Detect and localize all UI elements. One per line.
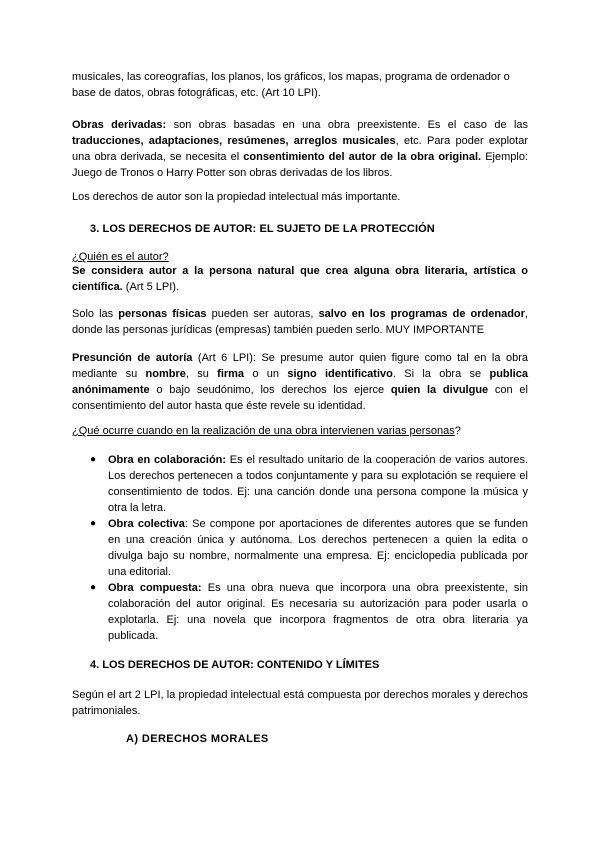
bold-text: salvo en los programas de ordenador bbox=[318, 308, 525, 320]
text: , donde las personas jurídicas (empresas) también pueden serlo. MUY IMPORTANTE bbox=[72, 308, 528, 336]
bold-text: signo identificativo bbox=[287, 368, 393, 380]
text: : Se compone por aportaciones de diferentes autores que se funden en una creación única y autónoma. Los derechos pertenecen a quien la edita o divulga bajo su nombre, normalmente una empresa. Ej: enciclopedia publicada por una editorial. bbox=[108, 518, 528, 578]
paragraph-ip-composition: Según el art 2 LPI, la propiedad intelectual está compuesta por derechos morales y derechos patrimoniales. bbox=[72, 689, 528, 717]
text: o un bbox=[244, 368, 288, 380]
text: Es el resultado unitario de la cooperación de varios autores. Los derechos pertenecen a todos conjuntamente y para su explotación se requiere el consentimiento de todos. Ej: una canción donde una persona compone la música y otra la letra. bbox=[108, 454, 529, 514]
text: o bajo seudónimo, los derechos los ejerce bbox=[149, 384, 391, 396]
text: (Art 5 LPI). bbox=[122, 281, 179, 293]
text: , su bbox=[185, 368, 218, 380]
paragraph-copyright-importance: Los derechos de autor son la propiedad intelectual más importante. bbox=[72, 191, 401, 203]
text: Solo las bbox=[72, 308, 119, 320]
bold-text: Obra en colaboración: bbox=[108, 454, 227, 466]
bullet-icon: ● bbox=[90, 454, 97, 465]
bold-text: Obras derivadas: bbox=[72, 119, 167, 131]
bullet-icon: ● bbox=[90, 582, 97, 593]
text: , etc. Para poder explotar una obra derivada, se necesita el bbox=[72, 135, 528, 163]
underlined-text: ¿Qué ocurre cuando en la realización de una obra intervienen varias personas bbox=[72, 425, 455, 437]
text: pueden ser autoras, bbox=[206, 308, 319, 320]
paragraph-derived-works bbox=[72, 117, 528, 181]
bold-text: Obra colectiva bbox=[108, 518, 185, 530]
question-who-is-author: ¿Quién es el autor? bbox=[72, 251, 169, 263]
paragraph-works-list bbox=[72, 69, 528, 101]
section-heading-4: 4. LOS DERECHOS DE AUTOR: CONTENIDO Y LÍMITES bbox=[90, 659, 380, 671]
text: son obras basadas en una obra preexistente. Es el caso de las bbox=[166, 119, 529, 131]
bullet-icon: ● bbox=[90, 518, 97, 529]
text: . Si la obra se bbox=[392, 368, 490, 380]
question-multiple-authors bbox=[72, 423, 528, 439]
subsection-heading-moral-rights: A) DERECHOS MORALES bbox=[126, 733, 269, 745]
text: ? bbox=[454, 425, 461, 437]
work-types-list bbox=[90, 452, 528, 644]
text: Ejemplo: Juego de Tronos o Harry Potter son obras derivadas de los libros. bbox=[72, 151, 528, 179]
list-item bbox=[90, 452, 528, 516]
text: (Art 6 LPI): Se presume autor quien figure como tal en la obra mediante su bbox=[72, 352, 528, 380]
paragraph-author-definition bbox=[72, 263, 528, 295]
bold-text: Presunción de autoría bbox=[72, 352, 193, 364]
line: musicales, las coreografías, los planos, los gráficos, los mapas, programa de ordenador o bbox=[72, 71, 510, 83]
bold-text: Obra compuesta: bbox=[108, 582, 202, 594]
paragraph-authorship-presumption bbox=[72, 350, 528, 414]
bold-text: traducciones, adaptaciones, resúmenes, arreglos musicales bbox=[72, 135, 396, 147]
text: con el consentimiento del autor hasta que éste revele su identidad. bbox=[72, 384, 528, 412]
line: base de datos, obras fotográficas, etc. (Art 10 LPI). bbox=[72, 87, 321, 99]
bold-text: quien la divulgue bbox=[390, 384, 489, 396]
bold-text: publica anónimamente bbox=[72, 368, 528, 396]
list-item bbox=[90, 516, 528, 580]
paragraph-natural-persons bbox=[72, 306, 528, 338]
bold-text: consentimiento del autor de la obra original. bbox=[243, 151, 482, 163]
bold-text: firma bbox=[217, 368, 245, 380]
text: Es una obra nueva que incorpora una obra preexistente, sin colaboración del autor original. Es necesaria su autorización para poder usarla o explotarla. Ej: una novela que incorpora fragmentos de otra obra literaria ya publicada. bbox=[108, 582, 528, 642]
list-item bbox=[90, 580, 528, 644]
section-heading-3: 3. LOS DERECHOS DE AUTOR: EL SUJETO DE LA PROTECCIÓN bbox=[90, 223, 435, 235]
bold-text: Se considera autor a la persona natural que crea alguna obra literaria, artística o científica. bbox=[72, 265, 528, 293]
bold-text: nombre bbox=[145, 368, 186, 380]
bold-text: personas físicas bbox=[118, 308, 207, 320]
